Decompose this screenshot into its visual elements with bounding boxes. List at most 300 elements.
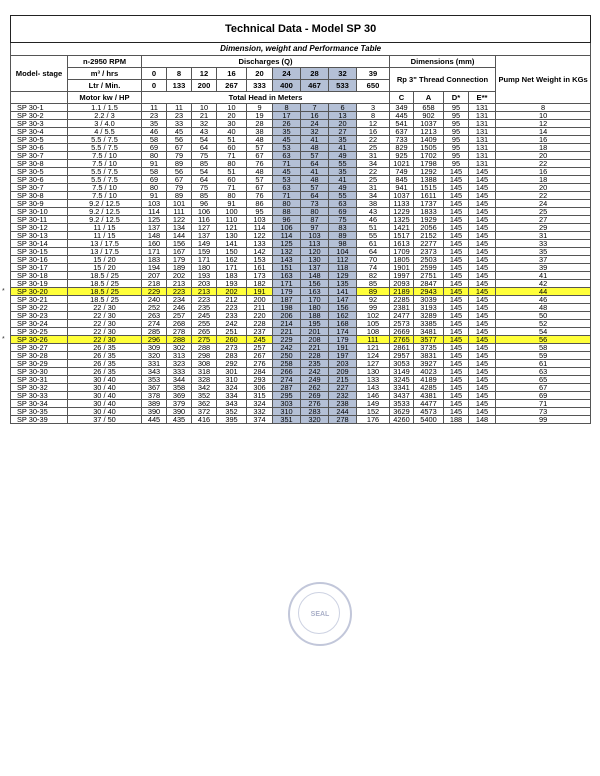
head-cell: 71 [273,192,301,200]
head-cell: 104 [329,248,357,256]
head-cell: 69 [329,208,357,216]
model-name: SP 30-27 [17,343,48,352]
head-cell: 16 [357,128,390,136]
head-cell: 103 [142,200,167,208]
dim-e-cell: 145 [469,184,496,192]
dim-e-cell: 145 [469,352,496,360]
weight-cell: 16 [496,168,591,176]
head-cell: 51 [217,168,247,176]
head-cell: 207 [142,272,167,280]
weight-cell: 67 [496,384,591,392]
dim-c-cell: 1021 [390,160,414,168]
head-cell: 53 [273,176,301,184]
head-cell: 43 [192,128,217,136]
head-cell: 88 [273,208,301,216]
head-cell: 223 [192,296,217,304]
head-cell: 86 [247,200,273,208]
dim-a-cell: 4381 [414,392,444,400]
motor-cell: 30 / 40 [68,384,142,392]
head-cell: 30 [217,120,247,128]
head-cell: 191 [329,344,357,352]
weight-cell: 31 [496,232,591,240]
weight-cell: 8 [496,104,591,112]
head-cell: 91 [217,200,247,208]
head-cell: 171 [192,256,217,264]
weight-cell: 65 [496,376,591,384]
head-cell: 288 [167,336,192,344]
model-name: SP 30-26 [17,335,48,344]
head-cell: 148 [301,272,329,280]
head-cell: 49 [329,184,357,192]
dim-e-cell: 145 [469,296,496,304]
head-cell: 13 [329,112,357,120]
head-cell: 3 [357,104,390,112]
motor-cell: 30 / 40 [68,392,142,400]
dim-a-cell: 2373 [414,248,444,256]
head-cell: 194 [142,264,167,272]
head-cell: 16 [301,112,329,120]
highlight-star-icon: * [2,336,5,343]
model-spacer [11,92,68,104]
dim-e-cell: 148 [469,416,496,424]
motor-cell: 26 / 35 [68,352,142,360]
head-cell: 237 [247,328,273,336]
dim-a-cell: 4023 [414,368,444,376]
ltr-value: 650 [357,80,390,92]
m3-value: 8 [167,68,192,80]
dim-c-cell: 2093 [390,280,414,288]
head-cell: 122 [167,216,192,224]
head-cell: 191 [247,288,273,296]
m3hrs-header: m³ / hrs [68,68,142,80]
head-cell: 53 [273,144,301,152]
head-cell: 41 [329,144,357,152]
head-cell: 58 [142,168,167,176]
dim-c-cell: 2861 [390,344,414,352]
head-cell: 161 [247,264,273,272]
head-cell: 343 [217,400,247,408]
head-cell: 174 [329,328,357,336]
head-cell: 310 [273,408,301,416]
dim-e-cell: 145 [469,408,496,416]
dim-c-cell: 3053 [390,360,414,368]
dim-c-cell: 1997 [390,272,414,280]
motor-cell: 4 / 5.5 [68,128,142,136]
motor-cell: 13 / 17.5 [68,248,142,256]
dim-c-cell: 1805 [390,256,414,264]
dim-e-cell: 145 [469,208,496,216]
head-cell: 99 [357,304,390,312]
dim-e-cell: 131 [469,128,496,136]
dim-a-cell: 3385 [414,320,444,328]
head-cell: 215 [329,376,357,384]
ltr-value: 267 [217,80,247,92]
head-cell: 238 [329,400,357,408]
m3-value: 12 [192,68,217,80]
thread-header: Rp 3" Thread Connection [390,68,496,92]
weight-cell: 22 [496,160,591,168]
motor-cell: 2.2 / 3 [68,112,142,120]
head-cell: 127 [357,360,390,368]
head-cell: 51 [357,224,390,232]
model-name: SP 30-19 [17,279,48,288]
motor-cell: 18.5 / 25 [68,296,142,304]
head-cell: 130 [301,256,329,264]
weight-cell: 14 [496,128,591,136]
head-cell: 70 [357,256,390,264]
dim-c-cell: 3149 [390,368,414,376]
head-cell: 229 [273,336,301,344]
dim-d-cell: 95 [444,112,469,120]
head-cell: 71 [217,184,247,192]
head-cell: 320 [142,352,167,360]
head-cell: 74 [357,264,390,272]
model-name: SP 30-22 [17,303,48,312]
head-cell: 111 [167,208,192,216]
head-cell: 295 [273,392,301,400]
model-name: SP 30-7 [17,183,44,192]
model-name: SP 30-23 [17,311,48,320]
dim-c-cell: 2669 [390,328,414,336]
head-cell: 223 [167,288,192,296]
weight-cell: 25 [496,208,591,216]
head-cell: 274 [273,376,301,384]
head-cell: 179 [273,288,301,296]
head-cell: 92 [357,296,390,304]
ltr-value: 0 [142,80,167,92]
head-cell: 20 [329,120,357,128]
weight-cell: 58 [496,344,591,352]
dim-d-cell: 145 [444,296,469,304]
head-cell: 23 [167,112,192,120]
dim-a-cell: 1505 [414,144,444,152]
head-cell: 263 [142,312,167,320]
head-cell: 306 [247,384,273,392]
dim-a-cell: 3481 [414,328,444,336]
dim-d-cell: 95 [444,128,469,136]
head-cell: 137 [301,264,329,272]
dim-d-cell: 145 [444,320,469,328]
head-cell: 60 [217,144,247,152]
head-cell: 48 [301,176,329,184]
head-cell: 274 [142,320,167,328]
head-cell: 276 [247,360,273,368]
dim-d-cell: 145 [444,368,469,376]
head-cell: 183 [217,272,247,280]
dim-d-cell: 95 [444,160,469,168]
weight-cell: 54 [496,328,591,336]
head-cell: 268 [167,320,192,328]
motor-cell: 22 / 30 [68,312,142,320]
motor-cell: 30 / 40 [68,376,142,384]
weight-cell: 27 [496,216,591,224]
motor-cell: 7.5 / 10 [68,152,142,160]
head-cell: 80 [273,200,301,208]
head-cell: 67 [167,176,192,184]
dim-a-cell: 3289 [414,312,444,320]
model-name: SP 30-9 [17,199,44,208]
dimension-col-header: A [414,92,444,104]
dim-a-cell: 1292 [414,168,444,176]
dim-e-cell: 131 [469,120,496,128]
head-cell: 367 [142,384,167,392]
head-cell: 49 [329,152,357,160]
model-name: SP 30-4 [17,127,44,136]
dim-c-cell: 2957 [390,352,414,360]
head-cell: 189 [167,264,192,272]
discharges-header: Discharges (Q) [142,56,390,68]
ltr-value: 133 [167,80,192,92]
head-cell: 91 [142,160,167,168]
head-cell: 156 [167,240,192,248]
head-cell: 156 [329,304,357,312]
head-cell: 67 [247,152,273,160]
head-cell: 245 [247,336,273,344]
head-cell: 41 [301,168,329,176]
head-cell: 38 [357,200,390,208]
head-cell: 212 [217,296,247,304]
head-cell: 133 [247,240,273,248]
head-cell: 229 [142,288,167,296]
head-cell: 71 [217,152,247,160]
head-cell: 213 [167,280,192,288]
head-cell: 79 [167,152,192,160]
dim-c-cell: 941 [390,184,414,192]
model-name: SP 30-21 [17,295,48,304]
weight-cell: 73 [496,408,591,416]
motor-cell: 1.1 / 1.5 [68,104,142,112]
weight-cell: 42 [496,280,591,288]
head-cell: 10 [217,104,247,112]
motor-cell: 15 / 20 [68,256,142,264]
head-cell: 318 [192,368,217,376]
dim-d-cell: 145 [444,288,469,296]
head-cell: 22 [357,136,390,144]
head-cell: 85 [192,192,217,200]
dim-a-cell: 5400 [414,416,444,424]
dim-d-cell: 145 [444,376,469,384]
model-name: SP 30-25 [17,327,48,336]
weight-cell: 99 [496,416,591,424]
table-body [2,103,591,424]
head-cell: 45 [273,168,301,176]
dim-d-cell: 95 [444,120,469,128]
head-cell: 197 [329,352,357,360]
head-cell: 180 [192,264,217,272]
head-cell: 214 [273,320,301,328]
head-cell: 218 [142,280,167,288]
model-name: SP 30-2 [17,111,44,120]
motor-cell: 3 / 4.0 [68,120,142,128]
head-cell: 202 [217,288,247,296]
head-cell: 111 [357,336,390,344]
head-cell: 183 [142,256,167,264]
motor-cell: 22 / 30 [68,304,142,312]
model-name: SP 30-29 [17,359,48,368]
dim-e-cell: 145 [469,312,496,320]
head-cell: 110 [217,216,247,224]
dim-e-cell: 131 [469,152,496,160]
head-cell: 73 [301,200,329,208]
head-cell: 198 [273,304,301,312]
head-cell: 102 [357,312,390,320]
motor-header: Motor kw / HP [68,92,142,104]
head-cell: 352 [217,408,247,416]
dim-c-cell: 1229 [390,208,414,216]
head-cell: 287 [273,384,301,392]
head-cell: 267 [247,352,273,360]
head-cell: 142 [247,248,273,256]
head-cell: 57 [301,152,329,160]
weight-cell: 41 [496,272,591,280]
highlight-star-icon: * [2,288,5,295]
dim-e-cell: 145 [469,392,496,400]
head-cell: 96 [273,216,301,224]
dim-d-cell: 145 [444,328,469,336]
dim-e-cell: 145 [469,272,496,280]
head-cell: 34 [357,160,390,168]
head-cell: 324 [217,384,247,392]
head-cell: 89 [329,232,357,240]
head-cell: 118 [329,264,357,272]
head-cell: 26 [273,120,301,128]
head-cell: 48 [247,168,273,176]
motor-cell: 11 / 15 [68,224,142,232]
head-cell: 162 [217,256,247,264]
model-name: SP 30-10 [17,207,48,216]
dim-a-cell: 1213 [414,128,444,136]
ltr-min-header: Ltr / Min. [68,80,142,92]
weight-cell: 48 [496,304,591,312]
motor-cell: 7.5 / 10 [68,160,142,168]
head-cell: 80 [142,184,167,192]
head-cell: 106 [192,208,217,216]
dim-a-cell: 4573 [414,408,444,416]
dim-c-cell: 1901 [390,264,414,272]
ltr-value: 333 [247,80,273,92]
dim-d-cell: 145 [444,336,469,344]
dim-e-cell: 145 [469,304,496,312]
head-cell: 127 [192,224,217,232]
head-cell: 315 [247,392,273,400]
head-cell: 32 [301,128,329,136]
dim-e-cell: 131 [469,136,496,144]
head-cell: 33 [167,120,192,128]
dim-d-cell: 188 [444,416,469,424]
head-cell: 352 [192,392,217,400]
model-name: SP 30-16 [17,255,48,264]
head-cell: 328 [192,376,217,384]
head-cell: 57 [301,184,329,192]
head-cell: 149 [357,400,390,408]
head-cell: 258 [273,360,301,368]
head-cell: 171 [273,280,301,288]
dim-d-cell: 145 [444,256,469,264]
dim-d-cell: 95 [444,136,469,144]
model-name: SP 30-15 [17,247,48,256]
dim-e-cell: 145 [469,280,496,288]
dim-e-cell: 145 [469,240,496,248]
dim-c-cell: 3245 [390,376,414,384]
head-cell: 278 [167,328,192,336]
model-name: SP 30-32 [17,383,48,392]
head-cell: 43 [357,208,390,216]
head-cell: 114 [142,208,167,216]
head-cell: 55 [329,160,357,168]
dim-d-cell: 145 [444,224,469,232]
head-cell: 55 [357,232,390,240]
dim-a-cell: 3735 [414,344,444,352]
dim-d-cell: 145 [444,352,469,360]
head-cell: 390 [142,408,167,416]
dim-a-cell: 2277 [414,240,444,248]
dim-c-cell: 1517 [390,232,414,240]
model-name: SP 30-13 [17,231,48,240]
head-cell: 121 [357,344,390,352]
head-cell: 32 [192,120,217,128]
dim-c-cell: 3437 [390,392,414,400]
dim-a-cell: 1037 [414,120,444,128]
dim-d-cell: 95 [444,144,469,152]
weight-cell: 46 [496,296,591,304]
head-cell: 80 [217,192,247,200]
head-cell: 46 [357,216,390,224]
motor-cell: 18.5 / 25 [68,288,142,296]
dim-a-cell: 2943 [414,288,444,296]
motor-cell: 22 / 30 [68,328,142,336]
head-cell: 108 [357,328,390,336]
head-cell: 106 [273,224,301,232]
head-cell: 114 [273,232,301,240]
head-cell: 298 [192,352,217,360]
dim-c-cell: 445 [390,112,414,120]
dim-a-cell: 1737 [414,200,444,208]
dimension-col-header: C [390,92,414,104]
head-cell: 40 [217,128,247,136]
weight-cell: 69 [496,392,591,400]
dim-d-cell: 145 [444,304,469,312]
head-cell: 75 [192,184,217,192]
dim-c-cell: 749 [390,168,414,176]
model-name: SP 30-30 [17,367,48,376]
dim-d-cell: 145 [444,168,469,176]
dim-c-cell: 2477 [390,312,414,320]
dim-e-cell: 145 [469,192,496,200]
head-cell: 265 [192,328,217,336]
head-cell: 69 [142,144,167,152]
head-cell: 245 [192,312,217,320]
motor-cell: 5.5 / 7.5 [68,144,142,152]
spec-sheet [2,15,590,424]
head-cell: 278 [329,416,357,424]
head-cell: 187 [273,296,301,304]
head-cell: 313 [167,352,192,360]
head-cell: 17 [273,112,301,120]
head-cell: 76 [247,192,273,200]
head-cell: 83 [329,224,357,232]
dim-a-cell: 1409 [414,136,444,144]
dim-e-cell: 145 [469,224,496,232]
head-cell: 211 [247,304,273,312]
head-cell: 228 [301,352,329,360]
head-cell: 235 [192,304,217,312]
motor-cell: 7.5 / 10 [68,184,142,192]
dim-a-cell: 2751 [414,272,444,280]
head-cell: 147 [329,296,357,304]
motor-cell: 15 / 20 [68,264,142,272]
weight-cell: 44 [496,288,591,296]
head-cell: 67 [247,184,273,192]
